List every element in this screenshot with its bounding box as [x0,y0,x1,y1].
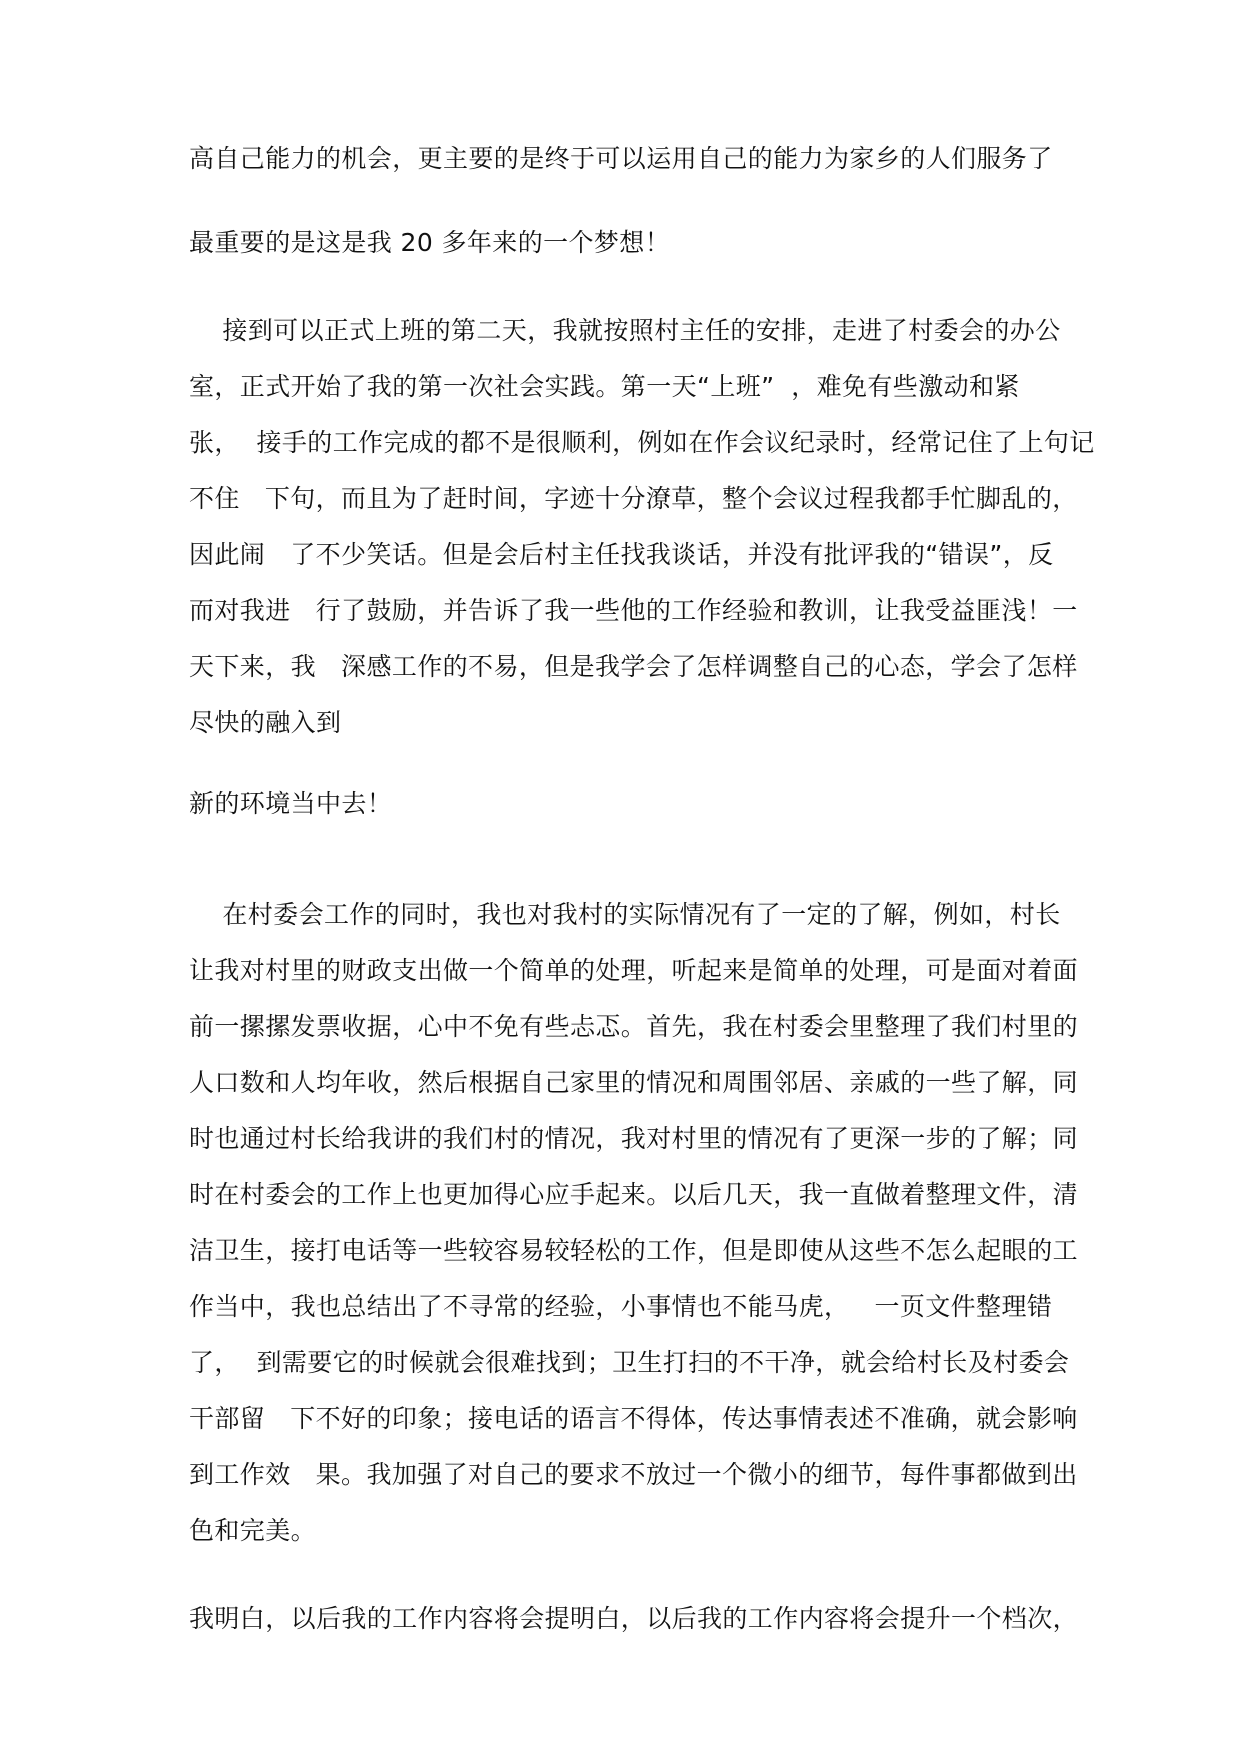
text-line: 张， 接手的工作完成的都不是很顺利，例如在作会议纪录时，经常记住了上句记 [189,428,1095,457]
paragraph-first-line: 在村委会工作的同时，我也对我村的实际情况有了一定的了解，例如，村长 [189,900,1061,929]
text-line: 不住 下句，而且为了赶时间，字迹十分潦草，整个会议过程我都手忙脚乱的， [189,484,1078,513]
text-line: 高自己能力的机会，更主要的是终于可以运用自己的能力为家乡的人们服务了 [189,144,1053,173]
text-line: 洁卫生，接打电话等一些较容易较轻松的工作，但是即使从这些不怎么起眼的工 [189,1236,1079,1265]
text-line: 作当中，我也总结出了不寻常的经验，小事情也不能马虎， 一页文件整理错 [189,1292,1053,1321]
text-line: 天下来，我 深感工作的不易，但是我学会了怎样调整自己的心态，学会了怎样 [189,652,1078,681]
text-line: 时也通过村长给我讲的我们村的情况，我对村里的情况有了更深一步的了解；同 [189,1124,1079,1153]
text-line: 我明白，以后我的工作内容将会提明白，以后我的工作内容将会提升一个档次， [189,1604,1079,1633]
text-line: 最重要的是这是我 20 多年来的一个梦想！ [189,228,671,257]
text-line: 因此闹 了不少笑话。但是会后村主任找我谈话，并没有批评我的“错误”，反 [189,540,1054,569]
text-line: 新的环境当中去！ [189,789,393,818]
text-line: 前一摞摞发票收据，心中不免有些忐忑。首先，我在村委会里整理了我们村里的 [189,1012,1079,1041]
paragraph-first-line: 接到可以正式上班的第二天，我就按照村主任的安排，走进了村委会的办公 [189,316,1061,345]
text-line: 尽快的融入到 [189,708,342,737]
text-line: 了， 到需要它的时候就会很难找到；卫生打扫的不干净，就会给村长及村委会 [189,1348,1070,1377]
text-line: 到工作效 果。我加强了对自己的要求不放过一个微小的细节，每件事都做到出 [189,1460,1078,1489]
text-line: 色和完美。 [189,1516,317,1545]
text-line: 室，正式开始了我的第一次社会实践。第一天“上班” ，难免有些激动和紧 [189,372,1020,401]
text-line: 干部留 下不好的印象；接电话的语言不得体，传达事情表述不准确，就会影响 [189,1404,1078,1433]
text-line: 让我对村里的财政支出做一个简单的处理，听起来是简单的处理，可是面对着面 [189,956,1079,985]
text-line: 人口数和人均年收，然后根据自己家里的情况和周围邻居、亲戚的一些了解，同 [189,1068,1079,1097]
text-line: 而对我进 行了鼓励，并告诉了我一些他的工作经验和教训，让我受益匪浅！一 [189,596,1078,625]
text-line: 时在村委会的工作上也更加得心应手起来。以后几天，我一直做着整理文件，清 [189,1180,1079,1209]
